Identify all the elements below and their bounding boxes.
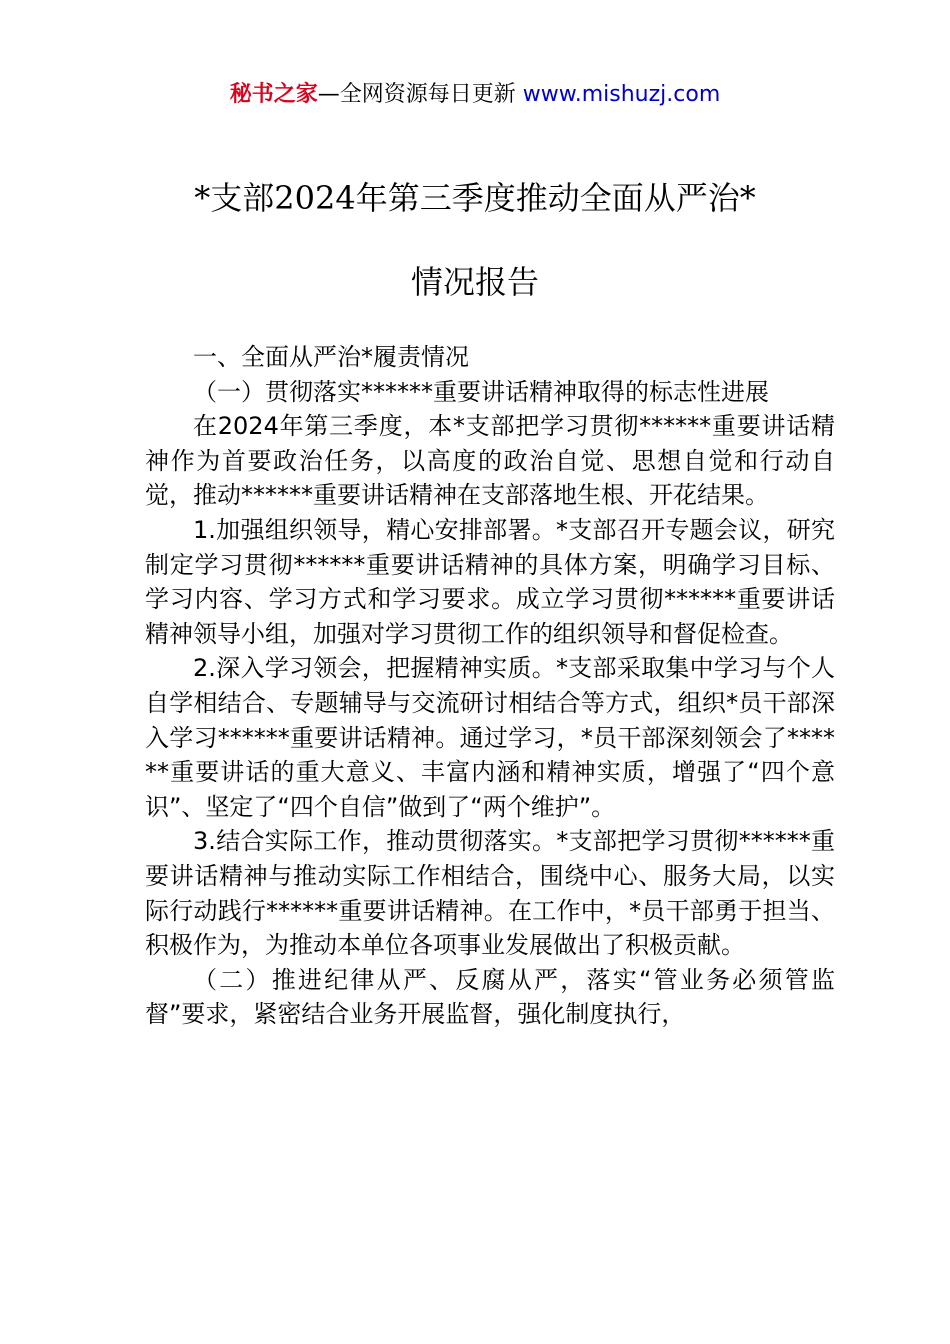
body-paragraph: 2.深入学习领会，把握精神实质。*支部采取集中学习与个人自学相结合、专题辅导与交流研讨相结合等方式，组织*员干部深入学习******重要讲话精神。通过学习，*员干部深刻领会了******重要讲话的重大意义、丰富内涵和精神实质，增强了“四个意识”、坚定了“四个自信”做到了“两个维护”。 <box>145 654 835 821</box>
site-brand: 秘书之家 <box>229 82 318 107</box>
document-body <box>145 340 835 1032</box>
document-title <box>100 156 850 324</box>
body-paragraph: 3.结合实际工作，推动贯彻落实。*支部把学习贯彻******重要讲话精神与推动实际工作相结合，围绕中心、服务大局，以实际行动践行******重要讲话精神。在工作中，*员干部勇于担当、积极作为，为推动本单位各项事业发展做出了积极贡献。 <box>145 827 835 960</box>
site-header <box>0 80 950 110</box>
document-title-line-2: 情况报告 <box>410 263 539 301</box>
subsection-heading: （一）贯彻落实******重要讲话精神取得的标志性进展 <box>193 377 769 406</box>
document-title-line-1: *支部2024年第三季度推动全面从严治* <box>194 179 756 217</box>
site-tagline: —全网资源每日更新 <box>317 82 523 107</box>
site-url-link[interactable]: www.mishuzj.com <box>522 82 721 107</box>
body-paragraph: 1.加强组织领导，精心安排部署。*支部召开专题会议，研究制定学习贯彻******重要讲话精神的具体方案，明确学习目标、学习内容、学习方式和学习要求。成立学习贯彻******重要讲话精神领导小组，加强对学习贯彻工作的组织领导和督促检查。 <box>145 515 835 648</box>
body-paragraph: 在2024年第三季度，本*支部把学习贯彻******重要讲话精神作为首要政治任务，以高度的政治自觉、思想自觉和行动自觉，推动******重要讲话精神在支部落地生根、开花结果。 <box>145 412 835 510</box>
section-heading: 一、全面从严治*履责情况 <box>193 343 469 371</box>
subsection-heading: （二）推进纪律从严、反腐从严，落实“管业务必须管监督”要求，紧密结合业务开展监督，强化制度执行， <box>145 965 835 1029</box>
